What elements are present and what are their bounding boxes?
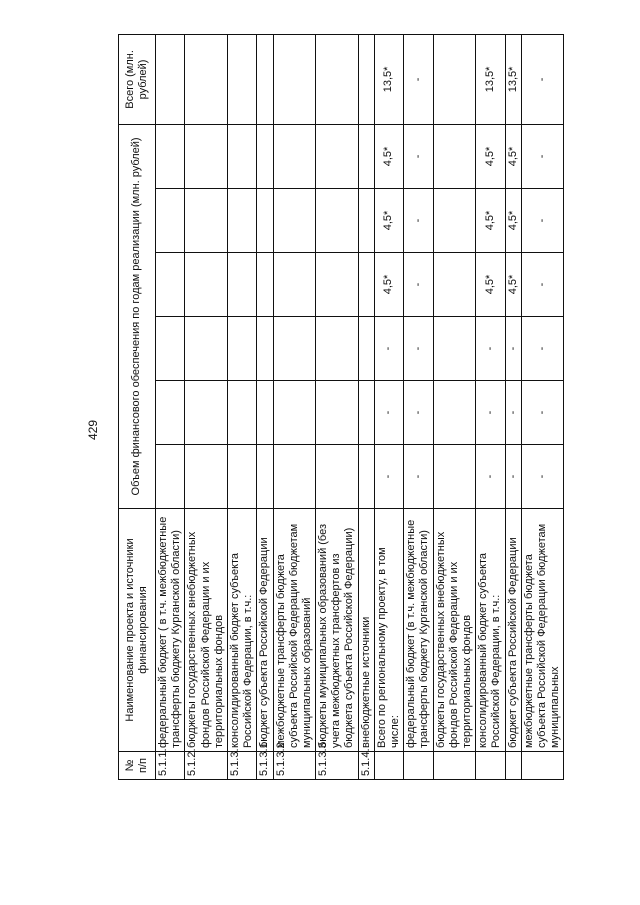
year-value-cell (433, 381, 476, 445)
year-value-cell (156, 445, 185, 509)
year-value-cell (257, 189, 273, 253)
total-cell (273, 34, 316, 124)
year-value-cell (185, 317, 228, 381)
header-volume: Объем финансового обеспечения по годам реализации (млн. рублей) (119, 124, 156, 508)
year-value-cell: 4,5* (505, 124, 521, 188)
row-number: 5.1.4. (358, 752, 374, 780)
year-value-cell (358, 124, 374, 188)
year-value-cell (185, 124, 228, 188)
year-value-cell: - (404, 381, 433, 445)
total-cell (358, 34, 374, 124)
table-row (505, 34, 521, 779)
year-value-cell (156, 124, 185, 188)
row-name: Всего по региональному проекту, в том числе: (374, 509, 403, 752)
year-value-cell (185, 381, 228, 445)
year-value-cell (316, 253, 359, 317)
year-value-cell (185, 189, 228, 253)
year-value-cell: - (521, 253, 564, 317)
year-value-cell (273, 189, 316, 253)
year-value-cell: - (476, 317, 505, 381)
year-value-cell: - (404, 317, 433, 381)
year-value-cell: 4,5* (476, 253, 505, 317)
year-value-cell (358, 445, 374, 509)
row-name: бюджет субъекта Российской Федерации (505, 509, 521, 752)
row-name: бюджет субъекта Российской Федерации (257, 509, 273, 752)
year-value-cell (433, 317, 476, 381)
total-cell: 13,5* (476, 34, 505, 124)
row-number (505, 752, 521, 780)
year-value-cell: - (505, 445, 521, 509)
row-name: консолидированный бюджет субъекта Российской Федерации, в т.ч.: (227, 509, 256, 752)
year-value-cell: - (374, 381, 403, 445)
year-value-cell (156, 381, 185, 445)
year-value-cell: - (521, 317, 564, 381)
year-value-cell: - (404, 253, 433, 317)
table-row (521, 34, 564, 779)
year-value-cell: - (404, 189, 433, 253)
year-value-cell: 4,5* (374, 253, 403, 317)
year-value-cell: - (521, 381, 564, 445)
table-row (374, 34, 403, 779)
year-value-cell (257, 381, 273, 445)
row-name: бюджеты государственных внебюджетных фондов Российской Федерации и их территориальных фондов (185, 509, 228, 752)
row-name: консолидированный бюджет субъекта Российской Федерации, в т.ч.: (476, 509, 505, 752)
row-name: внебюджетные источники (358, 509, 374, 752)
row-number: 5.1.3.2 (273, 752, 316, 780)
year-value-cell: 4,5* (374, 189, 403, 253)
row-name: межбюджетные трансферты бюджета субъекта Российской Федерации бюджетам муниципальных образований (273, 509, 316, 752)
year-value-cell: - (505, 381, 521, 445)
row-number: 5.1.2. (185, 752, 228, 780)
table-row (404, 34, 433, 779)
total-cell: 13,5* (505, 34, 521, 124)
year-value-cell (257, 317, 273, 381)
total-cell (227, 34, 256, 124)
year-value-cell: 4,5* (505, 253, 521, 317)
financing-table (118, 34, 564, 780)
year-value-cell: - (521, 189, 564, 253)
year-value-cell (433, 189, 476, 253)
table-row (273, 34, 316, 779)
year-value-cell (156, 317, 185, 381)
year-value-cell: 4,5* (476, 189, 505, 253)
row-number (374, 752, 403, 780)
total-cell (433, 34, 476, 124)
total-cell (257, 34, 273, 124)
year-value-cell: - (404, 445, 433, 509)
year-value-cell (273, 445, 316, 509)
year-value-cell (185, 253, 228, 317)
table-row (433, 34, 476, 779)
page-number: 429 (86, 419, 100, 440)
year-value-cell (316, 124, 359, 188)
row-number: 5.1.3. (227, 752, 256, 780)
year-value-cell (185, 445, 228, 509)
year-value-cell (358, 253, 374, 317)
year-value-cell (358, 317, 374, 381)
row-number (404, 752, 433, 780)
year-value-cell (257, 253, 273, 317)
row-number (521, 752, 564, 780)
row-number: 5.1.1. (156, 752, 185, 780)
year-value-cell: 4,5* (476, 124, 505, 188)
year-value-cell (227, 317, 256, 381)
table-row (257, 34, 273, 779)
row-name: бюджеты государственных внебюджетных фондов Российской Федерации и их территориальных фондов (433, 509, 476, 752)
total-cell (316, 34, 359, 124)
year-value-cell: - (505, 317, 521, 381)
year-value-cell (156, 189, 185, 253)
row-number (433, 752, 476, 780)
table-row (227, 34, 256, 779)
row-name: межбюджетные трансферты бюджета субъекта Российской Федерации бюджетам муниципальных (521, 509, 564, 752)
row-number (476, 752, 505, 780)
year-value-cell (227, 253, 256, 317)
table-row (358, 34, 374, 779)
row-name: федеральный бюджет (в т.ч. межбюджетные трансферты бюджету Курганской области) (404, 509, 433, 752)
year-value-cell (358, 189, 374, 253)
table-row (316, 34, 359, 779)
table-row (476, 34, 505, 779)
year-value-cell: - (404, 124, 433, 188)
year-value-cell: 4,5* (505, 189, 521, 253)
rotated-table-container (118, 35, 618, 780)
total-cell (156, 34, 185, 124)
year-value-cell: - (521, 124, 564, 188)
year-value-cell (227, 381, 256, 445)
row-name: бюджеты муниципальных образований (без учета межбюджетных трансфертов из бюджета субъекта Российской Федерации) (316, 509, 359, 752)
total-cell (185, 34, 228, 124)
table-row (156, 34, 185, 779)
table-body (156, 34, 564, 779)
total-cell: - (404, 34, 433, 124)
header-num: № п/п (119, 752, 156, 780)
header-name: Наименование проекта и источники финансирования (119, 509, 156, 752)
year-value-cell: - (476, 445, 505, 509)
total-cell: 13,5* (374, 34, 403, 124)
year-value-cell: 4,5* (374, 124, 403, 188)
year-value-cell (358, 381, 374, 445)
year-value-cell (227, 445, 256, 509)
year-value-cell (316, 317, 359, 381)
year-value-cell (433, 124, 476, 188)
year-value-cell (316, 445, 359, 509)
header-total: Всего (млн. рублей) (119, 34, 156, 124)
header-row (119, 34, 156, 779)
year-value-cell (273, 124, 316, 188)
table-row (185, 34, 228, 779)
year-value-cell: - (476, 381, 505, 445)
year-value-cell (316, 381, 359, 445)
year-value-cell (316, 189, 359, 253)
year-value-cell (273, 253, 316, 317)
year-value-cell (227, 124, 256, 188)
year-value-cell (433, 445, 476, 509)
row-name: федеральный бюджет ( в т.ч. межбюджетные трансферты бюджету Курганской области) (156, 509, 185, 752)
year-value-cell: - (521, 445, 564, 509)
year-value-cell: - (374, 317, 403, 381)
year-value-cell (227, 189, 256, 253)
year-value-cell (257, 124, 273, 188)
year-value-cell (156, 253, 185, 317)
year-value-cell (433, 253, 476, 317)
year-value-cell (273, 381, 316, 445)
year-value-cell: - (374, 445, 403, 509)
total-cell: - (521, 34, 564, 124)
year-value-cell (273, 317, 316, 381)
year-value-cell (257, 445, 273, 509)
row-number: 5.1.3.1 (257, 752, 273, 780)
row-number: 5.1.3.3 (316, 752, 359, 780)
